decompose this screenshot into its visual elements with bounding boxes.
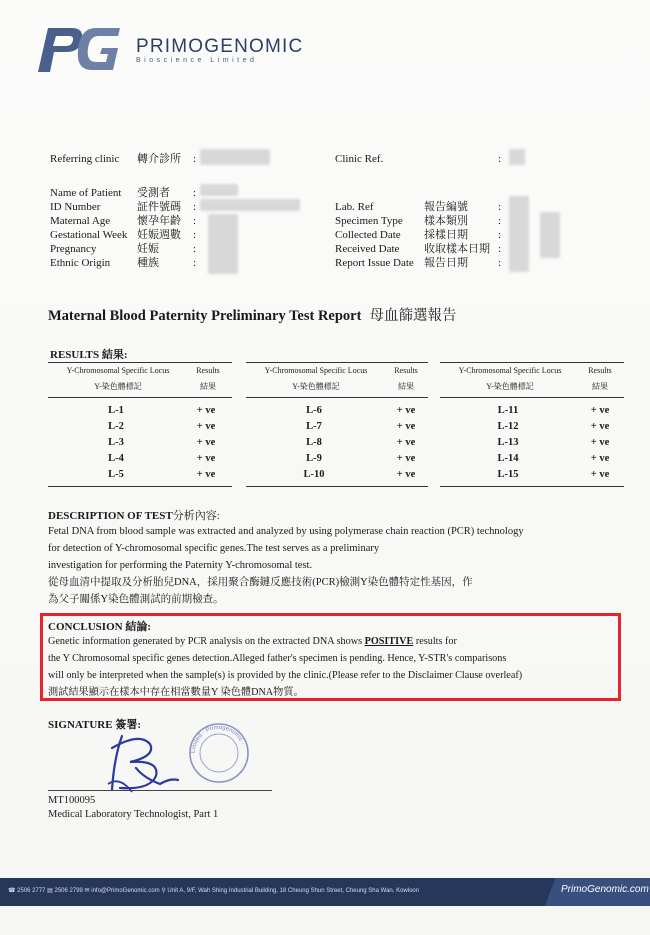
- stamp-text: Limited · Primogenomic ·: [190, 724, 246, 754]
- colon: :: [193, 243, 197, 255]
- col-header-locus: Y-Chromosomal Specific Locus: [66, 366, 170, 375]
- table-row-locus: L-3: [108, 437, 124, 448]
- specimen-type-label: Specimen Type: [335, 215, 403, 227]
- description-heading-en: DESCRIPTION OF TEST: [48, 510, 173, 522]
- col-header-locus-zh: Y-染色體標記: [292, 382, 340, 391]
- staff-id: MT100095: [48, 795, 96, 806]
- table-row-result: + ve: [196, 453, 216, 464]
- received-date-label: Received Date: [335, 243, 400, 255]
- table-row-locus: L-9: [306, 453, 322, 464]
- table-row-locus: L-7: [306, 421, 322, 432]
- redacted-value: [200, 184, 238, 196]
- maternal-age-label: Maternal Age: [50, 215, 111, 227]
- results-heading: RESULTS 結果:: [50, 349, 128, 361]
- pregnancy-label: Pregnancy: [50, 243, 97, 255]
- report-title-zh: 母血篩選報告: [369, 308, 457, 324]
- redacted-value: [200, 199, 300, 211]
- table-row-result: + ve: [196, 437, 216, 448]
- table-row-locus: L-8: [306, 437, 322, 448]
- colon: :: [498, 229, 502, 241]
- conclusion-heading: CONCLUSION 結論:: [48, 621, 151, 633]
- table-row-result: + ve: [396, 437, 416, 448]
- col-header-result: Results: [394, 366, 418, 375]
- colon: :: [498, 153, 502, 165]
- pregnancy-label-zh: 妊娠: [137, 243, 159, 255]
- col-header-locus-zh: Y-染色體標記: [486, 382, 534, 391]
- footer-contact: ☎ 2506 2777 ▤ 2506 2799 ✉ info@PrimoGenomic.com ⚲ Unit A, 9/F, Wah Shing Industrial Building, 18 Cheung Shun Street, Cheung Sha Wan, Kowloon: [8, 888, 420, 894]
- referring-clinic-label: Referring clinic: [50, 153, 120, 165]
- patient-left-colons: [193, 186, 196, 270]
- description-line: Fetal DNA from blood sample was extracted and analyzed by using polymerase chain reaction (PCR) technology: [48, 526, 524, 537]
- gestational-week-label-zh: 妊娠週數: [137, 229, 181, 241]
- report-title-en: Maternal Blood Paternity Preliminary Test Report: [48, 308, 362, 324]
- table-row-locus: L-12: [497, 421, 519, 432]
- col-header-result-zh: 結果: [200, 382, 216, 391]
- specimen-type-label-zh: 樣本類別: [424, 215, 468, 227]
- report-title: [48, 304, 456, 325]
- table-row-locus: L-10: [303, 469, 325, 480]
- col-header-locus: Y-Chromosomal Specific Locus: [264, 366, 368, 375]
- gestational-week-label: Gestational Week: [50, 229, 128, 241]
- id-number-label: ID Number: [50, 201, 101, 213]
- col-header-result: Results: [588, 366, 612, 375]
- redacted-clinic-ref: [509, 149, 525, 165]
- collected-date-label-zh: 採樣日期: [424, 229, 468, 241]
- col-header-locus: Y-Chromosomal Specific Locus: [458, 366, 562, 375]
- patient-left-labels: [50, 186, 127, 270]
- company-stamp-icon: [188, 722, 250, 784]
- redacted-value: [509, 196, 529, 272]
- col-header-locus-zh: Y-染色體標記: [94, 382, 142, 391]
- colon: :: [193, 187, 197, 199]
- table-row-locus: L-15: [497, 469, 519, 480]
- patient-right-colons: [498, 200, 501, 270]
- table-row-result: + ve: [590, 437, 610, 448]
- table-row-locus: L-1: [108, 405, 124, 416]
- table-row-locus: L-2: [108, 421, 124, 432]
- conclusion-line: 測試結果顯示在樣本中存在相當數量Y 染色體DNA物質。: [48, 687, 304, 698]
- table-row-locus: L-13: [497, 437, 519, 448]
- id-number-label-zh: 証件號碼: [137, 201, 181, 213]
- redacted-value: [540, 212, 560, 258]
- col-header-result-zh: 結果: [398, 382, 414, 391]
- ethnic-origin-label: Ethnic Origin: [50, 257, 111, 269]
- table-row-result: + ve: [396, 405, 416, 416]
- colon: :: [193, 201, 197, 213]
- colon: :: [498, 243, 502, 255]
- lab-ref-label: Lab. Ref: [335, 201, 374, 213]
- lab-ref-label-zh: 報告編號: [424, 201, 468, 213]
- description-heading: [48, 507, 220, 523]
- clinic-ref-label: Clinic Ref.: [335, 153, 384, 165]
- positive-result: POSITIVE: [364, 636, 414, 647]
- signature-heading: SIGNATURE 簽署:: [48, 719, 142, 731]
- redacted-value: [208, 214, 238, 274]
- col-header-result-zh: 結果: [592, 382, 608, 391]
- name-of-patient-label-zh: 受測者: [137, 187, 170, 199]
- table-row-result: + ve: [590, 453, 610, 464]
- table-row-result: + ve: [396, 421, 416, 432]
- description-line: for detection of Y-chromosomal specific genes.The test serves as a preliminary: [48, 543, 380, 554]
- table-row-result: + ve: [196, 469, 216, 480]
- primogenomic-logo-icon: [36, 24, 122, 74]
- description-text: [48, 523, 524, 608]
- brand-name: PRIMOGENOMIC: [136, 36, 304, 57]
- patient-right-labels-zh: [424, 200, 490, 270]
- col-header-result: Results: [196, 366, 220, 375]
- table-row-result: + ve: [196, 421, 216, 432]
- patient-left-labels-zh: [137, 186, 181, 270]
- colon: :: [498, 215, 502, 227]
- description-heading-zh: 分析內容:: [172, 510, 220, 522]
- description-line: 為父子關係Y染色體測試的前期檢查。: [48, 594, 224, 605]
- conclusion-line: will only be interpreted when the sample(s) is provided by the clinic.(Please refer to the Disclaimer Clause overleaf): [48, 670, 523, 681]
- conclusion-text: [48, 633, 522, 701]
- name-of-patient-label: Name of Patient: [50, 187, 122, 199]
- collected-date-label: Collected Date: [335, 229, 401, 241]
- referring-clinic-label-zh: 轉介診所: [137, 153, 181, 165]
- table-row-locus: L-11: [497, 405, 519, 416]
- table-row-result: + ve: [590, 469, 610, 480]
- table-row-result: + ve: [396, 469, 416, 480]
- received-date-label-zh: 收取樣本日期: [424, 243, 490, 255]
- description-line: investigation for performing the Paternity Y-chromosomal test.: [48, 560, 313, 571]
- patient-right-labels: [335, 200, 414, 270]
- colon: :: [193, 215, 197, 227]
- handwritten-signature-icon: [100, 728, 190, 798]
- maternal-age-label-zh: 懷孕年齡: [137, 215, 181, 227]
- staff-title: Medical Laboratory Technologist, Part 1: [48, 809, 219, 820]
- table-row-locus: L-6: [306, 405, 322, 416]
- ethnic-origin-label-zh: 種族: [137, 257, 159, 269]
- conclusion-line: [48, 633, 522, 650]
- report-issue-date-label-zh: 報告日期: [424, 257, 468, 269]
- conclusion-line1-pre: Genetic information generated by PCR analysis on the extracted DNA shows: [48, 636, 365, 647]
- colon: :: [193, 153, 197, 165]
- colon: :: [498, 257, 502, 269]
- table-row-locus: L-4: [108, 453, 124, 464]
- brand-subtitle: Bioscience Limited: [136, 57, 258, 64]
- colon: :: [193, 229, 197, 241]
- footer-website-link[interactable]: PrimoGenomic.com: [561, 884, 649, 895]
- description-line: 從母血清中提取及分析胎兒DNA，採用聚合酶鏈反應技術(PCR)檢測Y染色體特定性基因，作: [48, 577, 473, 588]
- table-row-result: + ve: [590, 405, 610, 416]
- conclusion-line: the Y Chromosomal specific genes detection.Alleged father's specimen is pending. Hence, Y-STR's comparisons: [48, 653, 507, 664]
- table-row-result: + ve: [590, 421, 610, 432]
- table-row-locus: L-5: [108, 469, 124, 480]
- colon: :: [193, 257, 197, 269]
- table-row-result: + ve: [196, 405, 216, 416]
- report-issue-date-label: Report Issue Date: [335, 257, 414, 269]
- conclusion-line1-post: results for: [413, 636, 457, 647]
- table-row-result: + ve: [396, 453, 416, 464]
- colon: :: [498, 201, 502, 213]
- redacted-clinic: [200, 149, 270, 165]
- table-row-locus: L-14: [497, 453, 519, 464]
